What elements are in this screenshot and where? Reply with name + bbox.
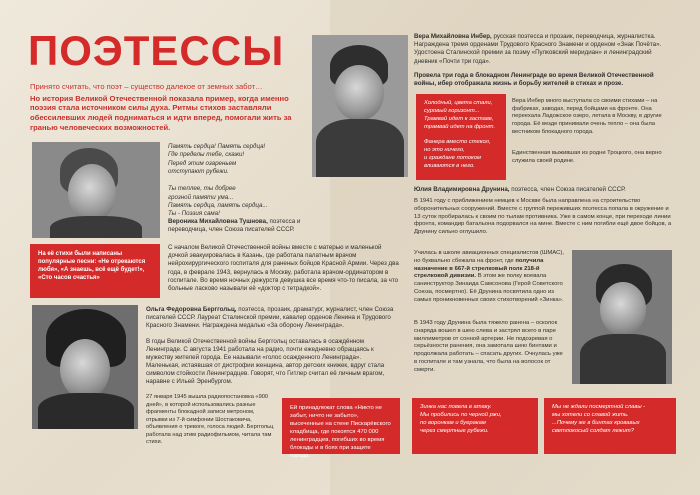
inber-intro: [414, 33, 674, 66]
drunina-bio-3: В 1943 году Друнина была тяжело ранена – осколок снаряда вошел в шею слева и застрял всего в паре миллиметров от сонной артерии. Не подозревая о серьёзности ранения, она замотала шею бинтами и продолжала работать – спасать других. Очнулась уже в госпитале и там узнала, что была на волосок от смерти.: [414, 320, 563, 373]
tushnova-name: Вероника Михайловна Тушнова,: [168, 218, 268, 225]
tushnova-bio: С началом Великой Отечественной войны вместе с матерью и маленькой дочкой эвакуировалась в Казань, где работала палатным врачом нейрохирургического госпиталя для раненых бойцов Красной Армии. Через два года, в феврале 1943, вернулась в Москву, работала врачом-ординатором в госпитале. Во время ночных дежурств девушка все время что-то писала, за что больные ласково называли её «доктор с тетрадкой».: [168, 244, 399, 292]
inber-name: Вера Михайловна Инбер,: [414, 33, 492, 40]
tushnova-photo: [32, 142, 160, 238]
bergolts-quote-box: Ей принадлежат слова «Никто не забыт, ничто не забыто», высеченные на стене Пискарёвского кладбища, где покоятся 470 000 ленинградцев, погибших во время блокады и в боях при защите города.: [282, 398, 400, 454]
intro-body: Но история Великой Отечественной показала пример, когда именно поэзия стала источником силы духа. Ритмы стихов заставляли обессилевших людей подниматься и идти вперед, помогали жить за гранью человеческих возможностей.: [30, 93, 292, 132]
drunina-quote-1: Зинка нас повела в атаку. Мы пробились по черной ржи, по воронкам и буеракам через смертные рубежи.: [412, 398, 538, 454]
drunina-quote-2: Мы не ждали посмертной славы - мы хотели со славой жить. ...Почему же в бинтах кровавых светлокосый солдат лежит?: [544, 398, 676, 454]
inber-bio-1: русская поэтесса и прозаик, переводчица, журналистка. Награждена тремя орденами Трудового Красного Знамени и орденом «Знак Почёта». Удостоена Сталинской премии за поэму «Пулковский меридиан» и ленинградский дневник «Почти три года».: [414, 33, 662, 65]
tushnova-poem: Память сердца! Память сердца! Где пределы тебе, скажи! Перед этим озареньем отступают рубежи. Ты теплее, ты добрее грозной памяти ума... Память сердца, память сердца... Ты - Поэзия сама!: [168, 143, 268, 218]
drunina-intro: [414, 186, 676, 194]
inber-bio-4: Единственная выжившая из родни Троцкого, она верно служила своей родине.: [512, 150, 662, 164]
tushnova-songs-box: На её стихи были написаны популярные песни: «Не отрекаются любя», «А знаешь, всё ещё будет!», «Сто часов счастья»: [30, 244, 160, 298]
tushnova-role: поэтесса и переводчица, член Союза писателей СССР.: [168, 218, 301, 234]
inber-poem-box: Холодный, цвета стали, суровый горизонт... Трамвай идет к заставе, трамвай идет на фронт. Фанера вместо стекол, но это ничего, и граждане потоком вливаются в него.: [416, 94, 506, 180]
intro-lead: Принято считать, что поэт – существо далекое от земных забот…: [30, 82, 263, 91]
drunina-bio-2b: получила назначение в 667-й стрелковый полк 218-й стрелковой дивизии.: [414, 257, 544, 280]
inber-photo: [312, 35, 408, 177]
intro-text: [30, 82, 300, 133]
bergolts-bio-4: 27 января 1945 вышла радиопостановка «900 дней», в которой использовались разные фрагменты блокадной записи метроном, отрывки из 7-й симфонии Шостаковича, объявления о тревоге, голоса людей. Берггольц работала над этим радиофильмом, читала там стихи.: [146, 394, 274, 446]
inber-bio-3: Вера Инбер много выступала со своими стихами – на фабриках, заводах, перед бойцами на фронте. Она переехала Ладожское озеро, летала в Москву, в другие города. Её везде принимали очень тепло – она была вестником блокадного города.: [512, 98, 662, 135]
drunina-name: Юлия Владимировна Друнина,: [414, 186, 510, 193]
drunina-bio-2c: В этом же полку воевала санинструктор Зинаида Самсонова (Герой Советского Союза, посмертно). Её Друнина посвятила одно из самых проникновенных своих стихотворений «Зинка».: [414, 273, 564, 303]
drunina-photo: [572, 250, 672, 384]
bergolts-bio-1: поэтесса, прозаик, драматург, журналист, член Союза писателей СССР. Лауреат Сталинской премии, кавалер орденов Ленина и Трудового Красного Знамени. Награждена медалью «За оборону Ленинграда».: [146, 306, 394, 330]
drunina-bio-2a: Училась в школе авиационных специалистов (ШМАС), но буквально сбежала на фронт, где: [414, 250, 564, 264]
bergolts-photo: [32, 305, 138, 429]
drunina-role: поэтесса, член Союза писателей СССР.: [511, 186, 626, 193]
bergolts-intro: [146, 306, 396, 331]
page-title: ПОЭТЕССЫ: [28, 27, 285, 74]
bergolts-bio-3: Маленькая, истаявшая от дистрофии женщина, автор детских книжек, вдруг стала символом стойкости Ленинградцев. Говорят, что Гитлер считал её личным врагом, наравне с Ильей Эренбургом.: [146, 362, 385, 386]
bergolts-bio-2: В годы Великой Отечественной войны Берггольц оставалась в осаждённом Ленинграде. С августа 1941 работала на радио, почти ежедневно обращаясь к мужеству жителей города. Ее называли «голос осажденного Ленинграда».: [146, 338, 374, 362]
drunina-bio-1: В 1941 году с приближением немцев к Москве была направлена на строительство оборонительных сооружений. Вместе с группой переживших поэтесса попала в окружение и 13 суток пробиралась к своим по тылам противника. Уже в самом конце, при переходе линии фронта, командир батальона подорвался на мине. Вместе с ним погибли ещё двое бойцов, а Друнину сильно оглушило.: [414, 198, 672, 236]
tushnova-caption: [168, 218, 306, 234]
bergolts-name: Ольга Федоровна Берггольц,: [146, 306, 237, 313]
drunina-bio-2: [414, 250, 566, 304]
inber-bio-2: Провела три года в блокадном Ленинграде во время Великой Отечественной войны, ибер отображала жизнь и борьбу жителей в стихах и прозе.: [414, 72, 654, 88]
